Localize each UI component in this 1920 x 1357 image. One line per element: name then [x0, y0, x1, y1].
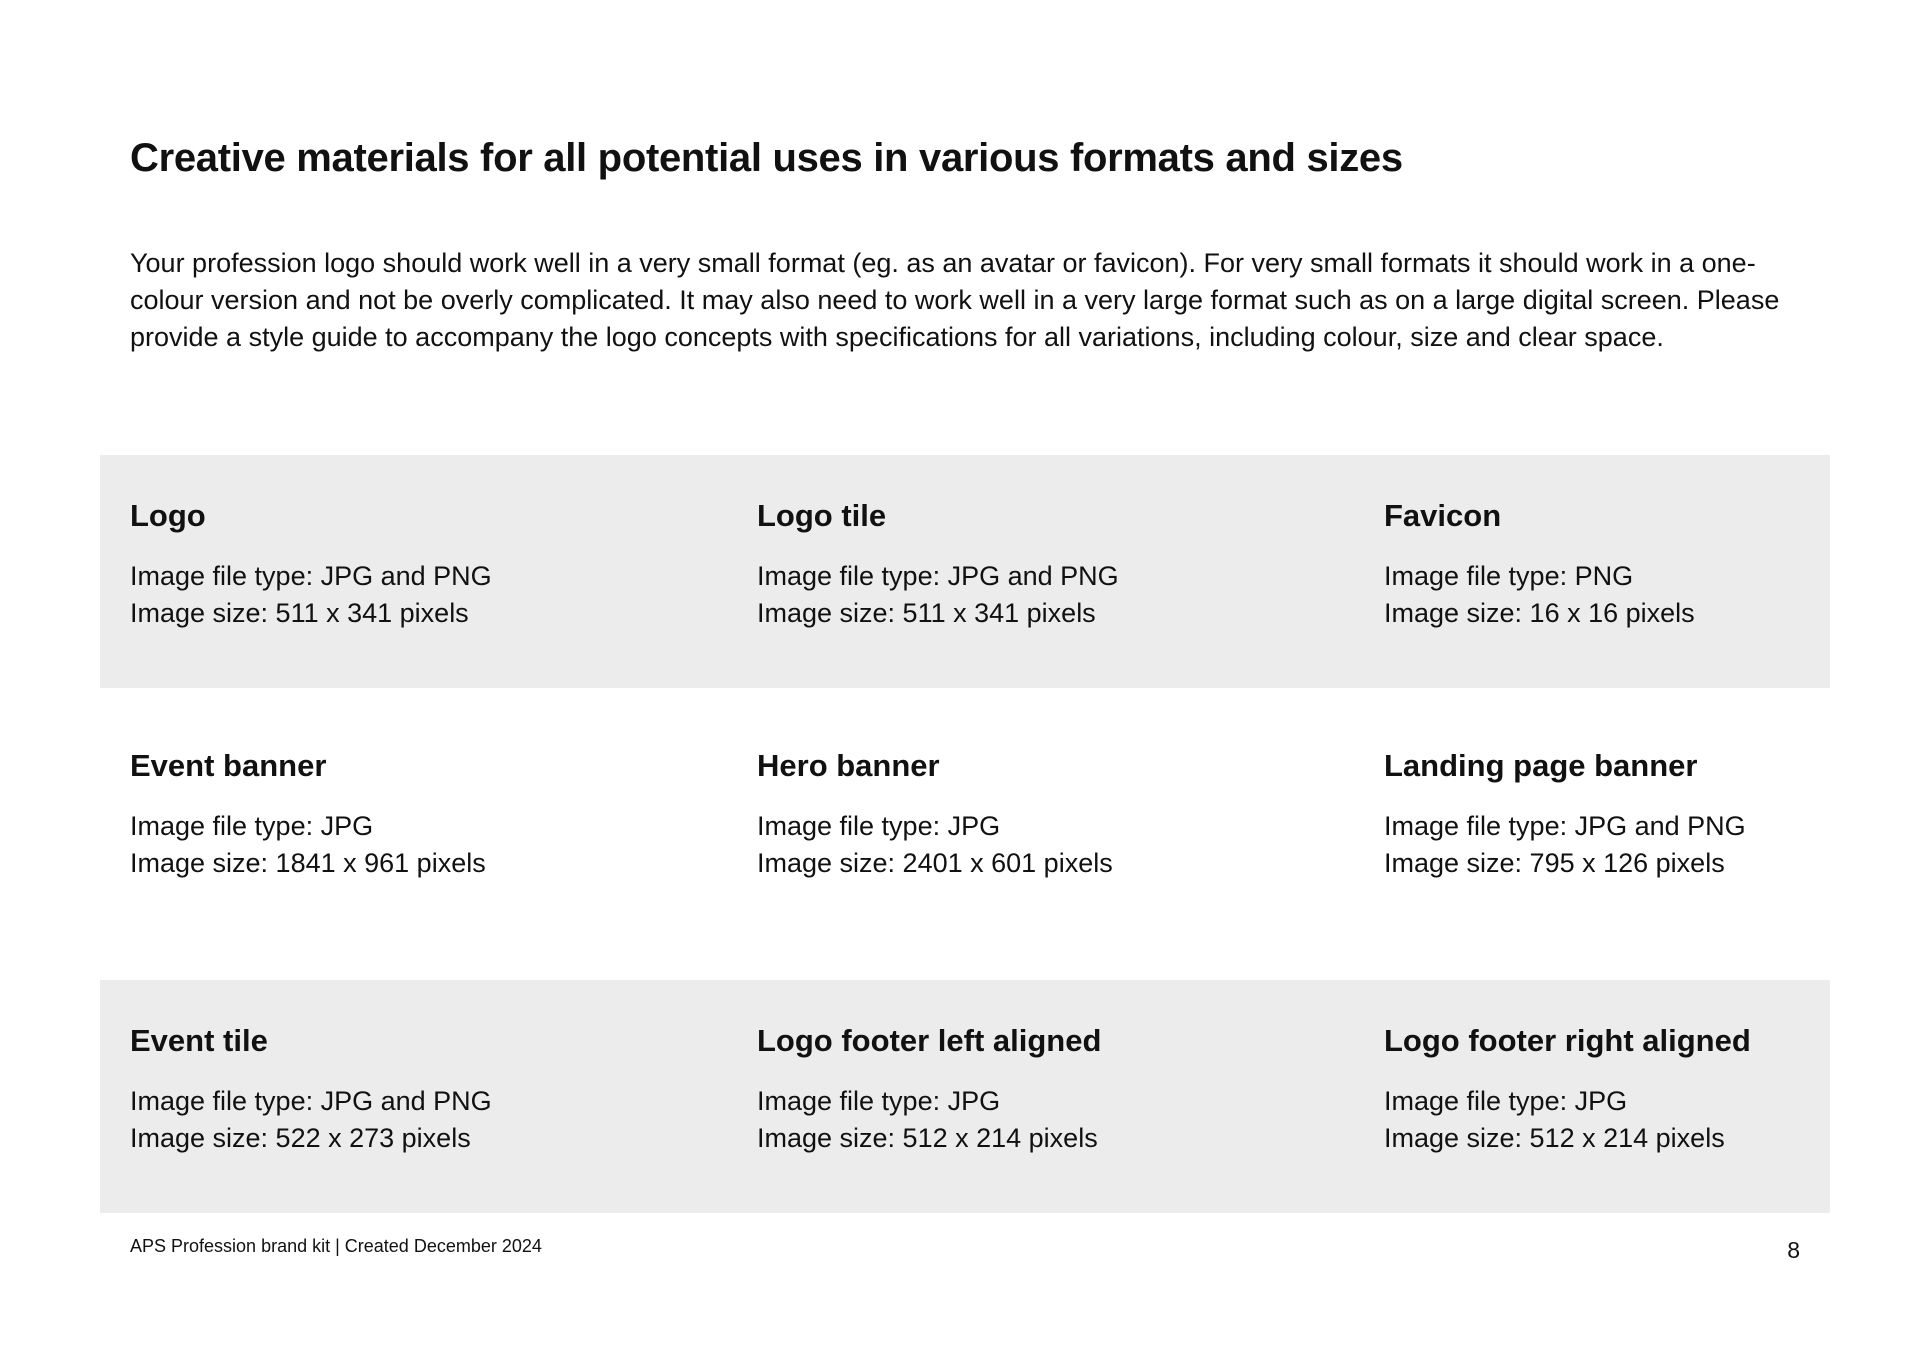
spec-card-logo-footer-left: [757, 1021, 1317, 1157]
spec-image-size: Image size: 511 x 341 pixels: [757, 598, 1096, 628]
spec-card-event-tile: [130, 1021, 690, 1157]
spec-file-type: Image file type: JPG: [130, 811, 374, 841]
spec-card-landing-page-banner: [1384, 746, 1920, 882]
spec-image-size: Image size: 511 x 341 pixels: [130, 598, 469, 628]
spec-file-type: Image file type: JPG: [1384, 1086, 1628, 1116]
intro-paragraph: Your profession logo should work well in a very small format (eg. as an avatar or favicon). For very small formats it should work in a one-colour version and not be overly complicated. It may also need to work well in a very large format such as on a large digital screen. Please provide a style guide to accompany the logo concepts with specifications for all variations, including colour, size and clear space.: [130, 248, 1780, 352]
spec-file-type: Image file type: JPG: [757, 1086, 1001, 1116]
spec-image-size: Image size: 522 x 273 pixels: [130, 1123, 471, 1153]
spec-name: Favicon: [1384, 498, 1502, 533]
spec-row: [100, 455, 1830, 688]
spec-image-size: Image size: 1841 x 961 pixels: [130, 848, 486, 878]
spec-image-size: Image size: 795 x 126 pixels: [1384, 848, 1725, 878]
spec-file-type: Image file type: JPG: [757, 811, 1001, 841]
spec-name: Logo tile: [757, 498, 887, 533]
spec-file-type: Image file type: PNG: [1384, 561, 1634, 591]
footer-text: APS Profession brand kit | Created December 2024: [130, 1236, 542, 1256]
spec-name: Landing page banner: [1384, 748, 1698, 783]
spec-image-size: Image size: 512 x 214 pixels: [1384, 1123, 1725, 1153]
page-number: 8: [1787, 1237, 1800, 1263]
spec-file-type: Image file type: JPG and PNG: [130, 1086, 492, 1116]
spec-row: [100, 705, 1830, 938]
spec-name: Logo footer left aligned: [757, 1023, 1102, 1058]
spec-name: Logo: [130, 498, 206, 533]
spec-name: Event tile: [130, 1023, 268, 1058]
spec-card-favicon: [1384, 496, 1920, 632]
spec-image-size: Image size: 2401 x 601 pixels: [757, 848, 1113, 878]
spec-file-type: Image file type: JPG and PNG: [757, 561, 1119, 591]
spec-file-type: Image file type: JPG and PNG: [130, 561, 492, 591]
page-title: Creative materials for all potential uses in various formats and sizes: [130, 136, 1403, 180]
spec-card-logo-tile: [757, 496, 1317, 632]
spec-card-logo: [130, 496, 690, 632]
spec-name: Logo footer right aligned: [1384, 1023, 1751, 1058]
spec-image-size: Image size: 16 x 16 pixels: [1384, 598, 1695, 628]
spec-image-size: Image size: 512 x 214 pixels: [757, 1123, 1098, 1153]
spec-card-hero-banner: [757, 746, 1317, 882]
spec-name: Hero banner: [757, 748, 940, 783]
spec-card-event-banner: [130, 746, 690, 882]
spec-name: Event banner: [130, 748, 327, 783]
spec-row: [100, 980, 1830, 1213]
spec-card-logo-footer-right: [1384, 1021, 1920, 1157]
spec-file-type: Image file type: JPG and PNG: [1384, 811, 1746, 841]
